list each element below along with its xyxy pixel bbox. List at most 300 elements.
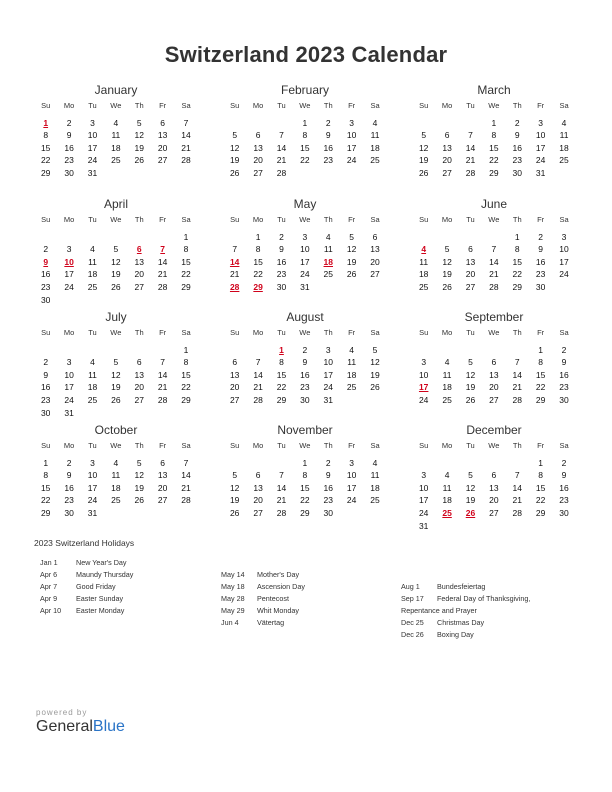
day-cell: 16 (40, 269, 51, 280)
day-cell: 26 (229, 507, 240, 518)
day-cell: 29 (489, 167, 499, 178)
day-cell: 27 (157, 495, 168, 506)
week-row (223, 356, 387, 369)
day-cell: 10 (87, 470, 98, 481)
day-cell: 18 (418, 269, 429, 280)
powered-by-text: powered by (36, 708, 88, 717)
day-cell: 6 (160, 457, 166, 468)
weekday-label: Su (41, 328, 51, 337)
day-cell: 27 (370, 269, 380, 280)
day-cell: 31 (323, 394, 333, 405)
week-row (412, 167, 576, 180)
day-cell: 4 (90, 244, 95, 255)
weekday-label: Su (230, 215, 240, 224)
day-cell: 19 (370, 369, 380, 380)
weekday-label: Mo (63, 215, 75, 224)
day-cell: 1 (538, 457, 544, 468)
weekday-label: Su (230, 328, 240, 337)
week-row (223, 482, 387, 495)
weekday-label: We (299, 328, 311, 337)
day-cell: 8 (538, 470, 544, 481)
weekday-label: Tu (466, 328, 475, 337)
week-row (223, 231, 387, 244)
holiday-day-cell: 9 (43, 256, 49, 267)
day-cell: 17 (535, 142, 546, 153)
day-cell: 28 (489, 281, 499, 292)
day-cell: 14 (181, 130, 191, 141)
day-cell: 17 (346, 142, 357, 153)
day-cell: 7 (279, 130, 284, 141)
holiday-date: May 14 (221, 570, 245, 579)
day-cell: 23 (559, 382, 569, 393)
week-row (223, 394, 387, 407)
day-cell: 20 (253, 495, 263, 506)
day-cell: 21 (229, 269, 240, 280)
empty-cell (57, 294, 80, 307)
day-cell: 9 (325, 470, 331, 481)
empty-cell (151, 294, 174, 307)
empty-cell (223, 344, 246, 357)
week-row (412, 520, 576, 533)
brand-logo (36, 708, 125, 736)
weekday-label: Mo (441, 101, 453, 110)
day-cell: 1 (255, 231, 261, 242)
day-cell: 15 (181, 369, 191, 380)
week-row (412, 142, 576, 155)
day-cell: 20 (489, 382, 499, 393)
day-cell: 19 (229, 155, 240, 166)
day-cell: 7 (183, 117, 189, 128)
week-row (223, 507, 387, 520)
day-cell: 11 (370, 130, 380, 141)
empty-cell (435, 457, 458, 470)
empty-cell (174, 294, 197, 307)
weekday-header (34, 327, 198, 340)
day-cell: 9 (66, 130, 72, 141)
day-cell: 1 (538, 344, 544, 355)
empty-cell (174, 507, 197, 520)
weekday-header (223, 327, 387, 340)
day-cell: 6 (255, 130, 261, 141)
weekday-label: Fr (537, 215, 545, 224)
empty-cell (482, 457, 505, 470)
day-cell: 7 (160, 357, 166, 368)
day-cell: 24 (346, 155, 357, 166)
holiday-date: Sep 17 (401, 594, 424, 603)
day-cell: 8 (43, 470, 49, 481)
day-cell: 16 (40, 382, 51, 393)
holiday-day-cell: 7 (160, 244, 166, 255)
day-cell: 12 (134, 470, 144, 481)
empty-cell (128, 167, 151, 180)
weekday-label: Su (419, 328, 429, 337)
holiday-name: Mother's Day (257, 570, 300, 579)
holiday-name: New Year's Day (76, 558, 127, 567)
day-cell: 23 (559, 495, 569, 506)
weekday-label: Sa (559, 328, 569, 337)
day-cell: 20 (157, 482, 168, 493)
day-cell: 9 (279, 244, 284, 255)
holiday-item (40, 569, 133, 581)
day-cell: 17 (87, 142, 98, 153)
day-cell: 12 (111, 256, 121, 267)
week-row (34, 507, 198, 520)
holiday-day-cell: 28 (229, 281, 240, 292)
empty-cell (363, 507, 386, 520)
month-name: August (286, 310, 324, 324)
week-row (412, 268, 576, 281)
week-row (412, 243, 576, 256)
week-row (34, 281, 198, 294)
day-cell: 30 (512, 167, 522, 178)
day-cell: 11 (442, 482, 452, 493)
weekday-label: Fr (348, 215, 356, 224)
day-cell: 11 (111, 130, 121, 141)
holiday-day-cell: 29 (253, 281, 263, 292)
day-cell: 18 (87, 269, 98, 280)
week-row (223, 154, 387, 167)
day-cell: 1 (43, 457, 49, 468)
empty-cell (412, 231, 435, 244)
empty-cell (151, 344, 174, 357)
day-cell: 15 (512, 256, 522, 267)
empty-cell (151, 407, 174, 420)
weekday-header (223, 100, 387, 113)
week-row (34, 154, 198, 167)
day-cell: 22 (489, 155, 499, 166)
day-cell: 29 (535, 507, 546, 518)
day-cell: 15 (535, 482, 546, 493)
day-cell: 27 (442, 167, 452, 178)
empty-cell (412, 457, 435, 470)
week-row (412, 231, 576, 244)
holiday-item (401, 629, 530, 641)
weekday-label: Su (230, 441, 240, 450)
day-cell: 16 (323, 482, 333, 493)
day-cell: 9 (43, 369, 49, 380)
day-cell: 2 (43, 244, 49, 255)
day-cell: 27 (229, 394, 240, 405)
day-cell: 5 (232, 470, 238, 481)
day-cell: 25 (370, 495, 380, 506)
empty-cell (104, 294, 127, 307)
day-cell: 27 (157, 155, 168, 166)
day-cell: 21 (276, 155, 287, 166)
day-cell: 31 (87, 507, 98, 518)
day-cell: 1 (302, 117, 308, 128)
week-row (223, 344, 387, 357)
day-cell: 23 (64, 155, 74, 166)
day-cell: 24 (418, 394, 429, 405)
day-cell: 18 (111, 142, 121, 153)
day-cell: 23 (300, 382, 310, 393)
day-cell: 31 (535, 167, 546, 178)
weekday-label: Mo (63, 441, 75, 450)
day-cell: 18 (87, 382, 98, 393)
day-cell: 18 (559, 142, 569, 153)
day-cell: 23 (64, 495, 74, 506)
day-cell: 23 (40, 394, 51, 405)
holiday-item (401, 581, 530, 593)
day-cell: 8 (302, 130, 308, 141)
weekday-label: Fr (537, 328, 545, 337)
month-march (412, 82, 576, 180)
day-cell: 30 (64, 167, 74, 178)
week-row (412, 281, 576, 294)
day-cell: 4 (372, 117, 378, 128)
week-row (412, 469, 576, 482)
day-cell: 28 (276, 507, 287, 518)
empty-cell (459, 457, 482, 470)
month-december (412, 422, 576, 532)
day-cell: 19 (134, 142, 144, 153)
day-cell: 26 (418, 167, 429, 178)
weekday-label: Th (323, 328, 333, 337)
weekday-label: Mo (441, 441, 453, 450)
day-cell: 21 (276, 495, 287, 506)
day-cell: 9 (302, 357, 308, 368)
day-cell: 2 (561, 457, 567, 468)
week-row (223, 494, 387, 507)
empty-cell (363, 281, 386, 294)
day-cell: 5 (113, 244, 119, 255)
holiday-date: Apr 7 (40, 582, 58, 591)
week-row (34, 394, 198, 407)
day-cell: 16 (559, 482, 569, 493)
holiday-item (401, 593, 530, 605)
holidays-column-2 (221, 569, 305, 629)
weekday-label: Fr (159, 441, 167, 450)
day-cell: 29 (181, 281, 191, 292)
day-cell: 18 (370, 482, 380, 493)
week-row (412, 117, 576, 130)
day-cell: 22 (512, 269, 522, 280)
empty-cell (482, 344, 505, 357)
empty-cell (412, 117, 435, 130)
weekday-label: Su (419, 441, 429, 450)
day-cell: 18 (442, 495, 452, 506)
weekday-label: Th (134, 328, 144, 337)
weekday-label: Mo (252, 215, 264, 224)
day-cell: 8 (302, 470, 308, 481)
day-cell: 6 (232, 357, 238, 368)
day-cell: 15 (300, 142, 310, 153)
brand-blue: Blue (92, 718, 125, 735)
day-cell: 24 (346, 495, 357, 506)
day-cell: 30 (276, 281, 287, 292)
month-june (412, 196, 576, 294)
empty-cell (223, 117, 246, 130)
day-cell: 11 (323, 244, 333, 255)
day-cell: 8 (491, 130, 497, 141)
day-cell: 26 (111, 281, 121, 292)
day-cell: 4 (349, 344, 355, 355)
weekday-label: Mo (441, 328, 453, 337)
day-cell: 19 (346, 256, 357, 267)
day-cell: 30 (535, 281, 546, 292)
week-row (34, 407, 198, 420)
day-cell: 13 (157, 130, 168, 141)
day-cell: 13 (134, 256, 144, 267)
day-cell: 12 (418, 142, 429, 153)
weekday-label: Tu (466, 215, 475, 224)
day-cell: 22 (181, 269, 191, 280)
empty-cell (151, 231, 174, 244)
day-cell: 25 (111, 495, 121, 506)
day-cell: 10 (346, 130, 357, 141)
day-cell: 15 (300, 482, 310, 493)
weekday-label: Sa (370, 441, 380, 450)
day-cell: 27 (465, 281, 476, 292)
empty-cell (340, 281, 363, 294)
week-row (223, 256, 387, 269)
day-cell: 16 (512, 142, 522, 153)
week-row (412, 507, 576, 520)
day-cell: 28 (253, 394, 263, 405)
day-cell: 24 (535, 155, 546, 166)
day-cell: 25 (111, 155, 121, 166)
day-cell: 19 (418, 155, 429, 166)
empty-cell (128, 407, 151, 420)
week-row (34, 231, 198, 244)
holiday-item (40, 581, 133, 593)
day-cell: 6 (160, 117, 166, 128)
weekday-label: Tu (88, 101, 97, 110)
month-name: May (293, 197, 317, 211)
month-may (223, 196, 387, 294)
day-cell: 4 (372, 457, 378, 468)
day-cell: 16 (64, 482, 74, 493)
weekday-label: Fr (537, 441, 545, 450)
holiday-item (40, 557, 133, 569)
month-name: April (103, 197, 128, 211)
day-cell: 20 (253, 155, 263, 166)
day-cell: 30 (40, 407, 51, 418)
empty-cell (174, 407, 197, 420)
week-row (34, 117, 198, 130)
holiday-name: Boxing Day (437, 630, 474, 639)
day-cell: 16 (300, 369, 310, 380)
week-row (34, 129, 198, 142)
weekday-label: Sa (181, 328, 191, 337)
holiday-item (221, 593, 305, 605)
empty-cell (317, 167, 340, 180)
day-cell: 15 (40, 482, 51, 493)
holiday-day-cell: 10 (64, 256, 74, 267)
day-cell: 15 (253, 256, 263, 267)
day-cell: 4 (561, 117, 567, 128)
day-cell: 20 (229, 382, 240, 393)
empty-cell (104, 167, 127, 180)
day-cell: 14 (489, 256, 499, 267)
day-cell: 13 (489, 369, 499, 380)
day-cell: 28 (157, 281, 168, 292)
month-name: July (105, 310, 127, 324)
day-cell: 3 (302, 231, 308, 242)
holiday-day-cell: 17 (418, 382, 429, 393)
day-cell: 10 (346, 470, 357, 481)
day-cell: 24 (559, 269, 569, 280)
day-cell: 11 (419, 256, 429, 267)
day-cell: 11 (111, 470, 121, 481)
day-cell: 12 (370, 357, 380, 368)
empty-cell (128, 231, 151, 244)
day-cell: 26 (134, 495, 144, 506)
week-row (223, 117, 387, 130)
day-cell: 25 (370, 155, 380, 166)
empty-cell (340, 394, 363, 407)
day-cell: 24 (64, 281, 74, 292)
holiday-date: May 18 (221, 582, 245, 591)
day-cell: 9 (325, 130, 331, 141)
day-cell: 25 (87, 281, 98, 292)
holidays-column-1 (40, 557, 133, 617)
day-cell: 15 (40, 142, 51, 153)
day-cell: 8 (279, 357, 284, 368)
holiday-name: Easter Monday (76, 606, 125, 615)
weekday-label: Sa (370, 215, 380, 224)
day-cell: 17 (64, 382, 74, 393)
empty-cell (459, 117, 482, 130)
empty-cell (506, 344, 529, 357)
weekday-header (412, 214, 576, 227)
week-row (412, 381, 576, 394)
weekday-label: Th (512, 328, 522, 337)
weekday-label: We (110, 441, 122, 450)
holiday-item (221, 581, 305, 593)
empty-cell (363, 167, 386, 180)
day-cell: 16 (535, 256, 546, 267)
holiday-day-cell: 4 (421, 244, 427, 255)
day-cell: 15 (181, 256, 191, 267)
week-row (34, 494, 198, 507)
month-name: October (94, 423, 138, 437)
week-row (34, 369, 198, 382)
weekday-label: Tu (88, 441, 97, 450)
day-cell: 12 (442, 256, 452, 267)
day-cell: 23 (276, 269, 287, 280)
empty-cell (363, 394, 386, 407)
day-cell: 28 (512, 507, 522, 518)
day-cell: 27 (489, 507, 499, 518)
day-cell: 2 (279, 231, 284, 242)
day-cell: 27 (134, 394, 144, 405)
day-cell: 20 (465, 269, 476, 280)
empty-cell (151, 167, 174, 180)
week-row (412, 344, 576, 357)
holiday-date: Dec 25 (401, 618, 424, 627)
empty-cell (81, 231, 104, 244)
holiday-item (221, 569, 305, 581)
day-cell: 29 (40, 507, 51, 518)
day-cell: 13 (253, 142, 263, 153)
empty-cell (81, 344, 104, 357)
holiday-item (221, 617, 305, 629)
weekday-label: Su (419, 101, 429, 110)
day-cell: 17 (323, 369, 333, 380)
empty-cell (482, 231, 505, 244)
weekday-label: We (488, 328, 500, 337)
empty-cell (57, 231, 80, 244)
day-cell: 18 (370, 142, 380, 153)
day-cell: 21 (181, 482, 191, 493)
day-cell: 19 (111, 269, 121, 280)
day-cell: 2 (43, 357, 49, 368)
day-cell: 6 (468, 244, 473, 255)
empty-cell (552, 281, 575, 294)
day-cell: 20 (134, 382, 144, 393)
weekday-label: Sa (370, 101, 380, 110)
